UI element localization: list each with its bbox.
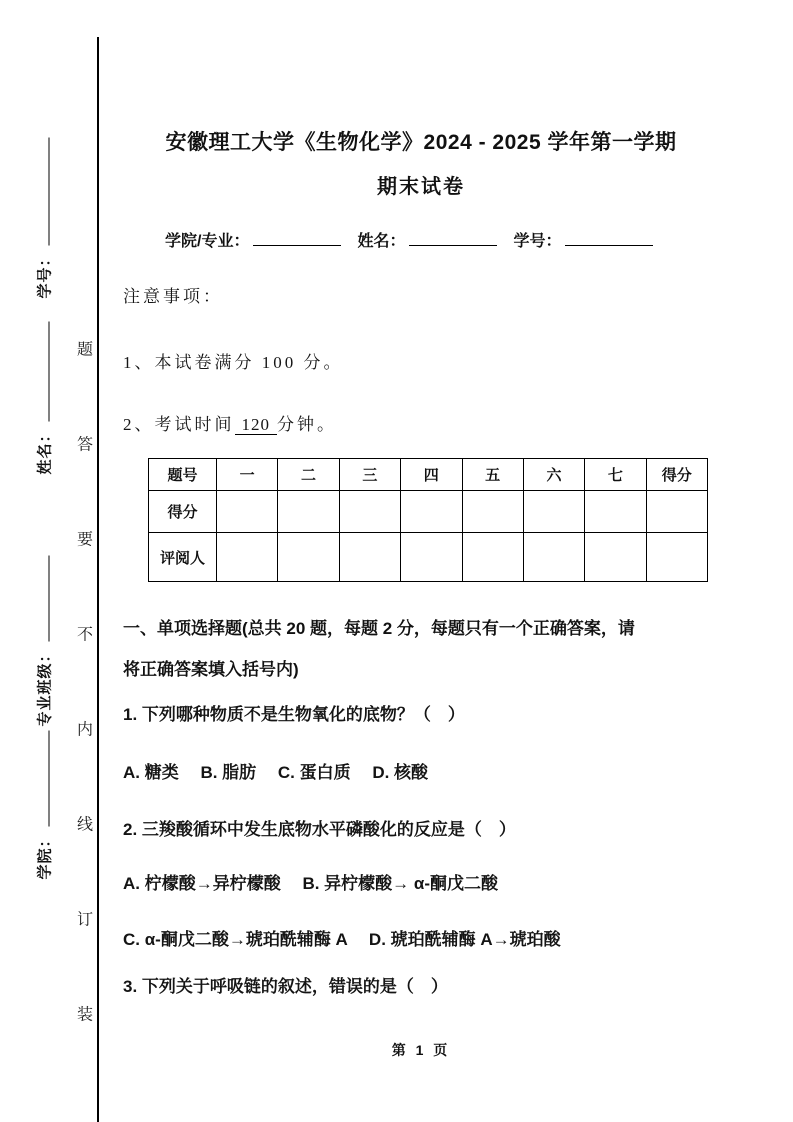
binding-notice-char-7: 订: [76, 911, 94, 929]
score-table-header-cell: 二: [278, 459, 339, 491]
binding-notice-char-4: 不: [76, 626, 94, 644]
student-id-label: 学号：: [513, 233, 562, 250]
notice-item-2-prefix: 2、考试时间: [123, 415, 235, 434]
binding-notice-char-1: 题: [76, 341, 94, 359]
score-cell: [217, 491, 278, 533]
grader-cell: [462, 533, 523, 582]
margin-college-field: [34, 730, 55, 879]
exam-title-line1: 安徽理工大学《生物化学》2024 - 2025 学年第一学期: [165, 131, 677, 154]
section1-heading-line1: 一、单项选择题(总共 20 题，每题 2 分，每题只有一个正确答案，请: [123, 619, 635, 638]
section1-heading: [123, 608, 723, 690]
score-cell: [646, 491, 707, 533]
notice-item-2: [123, 410, 337, 435]
margin-name-field: [34, 321, 55, 474]
score-table-header-row: [149, 459, 708, 491]
score-table-grader-row: [149, 533, 708, 582]
grader-cell: [217, 533, 278, 582]
margin-student-id-blank: [38, 137, 50, 245]
margin-class-field: [34, 555, 55, 726]
score-cell: [523, 491, 584, 533]
score-cell: [339, 491, 400, 533]
score-table-header-cell: 六: [523, 459, 584, 491]
score-table-header-cell: 一: [217, 459, 278, 491]
student-id-blank: [565, 232, 653, 246]
grader-cell: [523, 533, 584, 582]
score-cell: [401, 491, 462, 533]
question-2-options-line1: A. 柠檬酸→异柠檬酸 B. 异柠檬酸→ α-酮戊二酸: [123, 874, 499, 893]
binding-notice-char-5: 内: [76, 721, 94, 739]
name-blank: [409, 232, 497, 246]
student-info-row: [165, 228, 653, 251]
grader-cell: [585, 533, 646, 582]
margin-college-blank: [38, 730, 50, 826]
score-table: [148, 458, 708, 582]
score-table-header-cell: 三: [339, 459, 400, 491]
margin-class-blank: [38, 555, 50, 641]
college-major-label: 学院/专业：: [165, 233, 250, 250]
margin-college-label: 学院：: [36, 831, 54, 880]
score-cell: [278, 491, 339, 533]
margin-class-label: 专业班级：: [36, 646, 54, 727]
grader-cell: [646, 533, 707, 582]
grader-cell: [278, 533, 339, 582]
question-1-options: A. 糖类 B. 脂肪 C. 蛋白质 D. 核酸: [123, 763, 429, 782]
name-label: 姓名：: [357, 233, 406, 250]
binding-rule-line: [97, 37, 99, 1122]
grader-cell: [339, 533, 400, 582]
binding-notice-char-3: 要: [76, 531, 94, 549]
score-table-header-cell: 四: [401, 459, 462, 491]
page-number: 第 1 页: [391, 1042, 451, 1058]
score-row-label: 得分: [149, 491, 217, 533]
exam-duration-value: 120: [235, 415, 278, 435]
margin-name-blank: [38, 321, 50, 421]
college-major-blank: [253, 232, 341, 246]
score-table-header-cell: 五: [462, 459, 523, 491]
notices-heading: 注意事项：: [123, 287, 223, 306]
score-table-header-cell: 题号: [149, 459, 217, 491]
score-table-header-cell: 七: [585, 459, 646, 491]
question-2-options-line2: C. α-酮戊二酸→琥珀酰辅酶 A D. 琥珀酰辅酶 A→琥珀酸: [123, 930, 561, 949]
notice-item-1: 1、本试卷满分 100 分。: [123, 353, 344, 372]
binding-notice-char-8: 装: [76, 1006, 94, 1024]
question-2: 2. 三羧酸循环中发生底物水平磷酸化的反应是（ ）: [123, 820, 516, 839]
score-cell: [585, 491, 646, 533]
grader-cell: [401, 533, 462, 582]
binding-notice-char-6: 线: [76, 816, 94, 834]
score-table-header-cell: 得分: [646, 459, 707, 491]
notice-item-2-suffix: 分钟。: [277, 415, 337, 434]
question-3: 3. 下列关于呼吸链的叙述，错误的是（ ）: [123, 977, 448, 996]
section1-heading-line2: 将正确答案填入括号内): [123, 660, 299, 679]
exam-title-line2: 期末试卷: [377, 176, 465, 198]
grader-row-label: 评阅人: [149, 533, 217, 582]
margin-student-id-field: [34, 137, 55, 298]
margin-student-id-label: 学号：: [36, 250, 54, 299]
margin-name-label: 姓名：: [36, 426, 54, 475]
question-1: 1. 下列哪种物质不是生物氧化的底物？（ ）: [123, 705, 465, 724]
score-table-score-row: [149, 491, 708, 533]
binding-notice-char-2: 答: [76, 436, 94, 454]
score-cell: [462, 491, 523, 533]
